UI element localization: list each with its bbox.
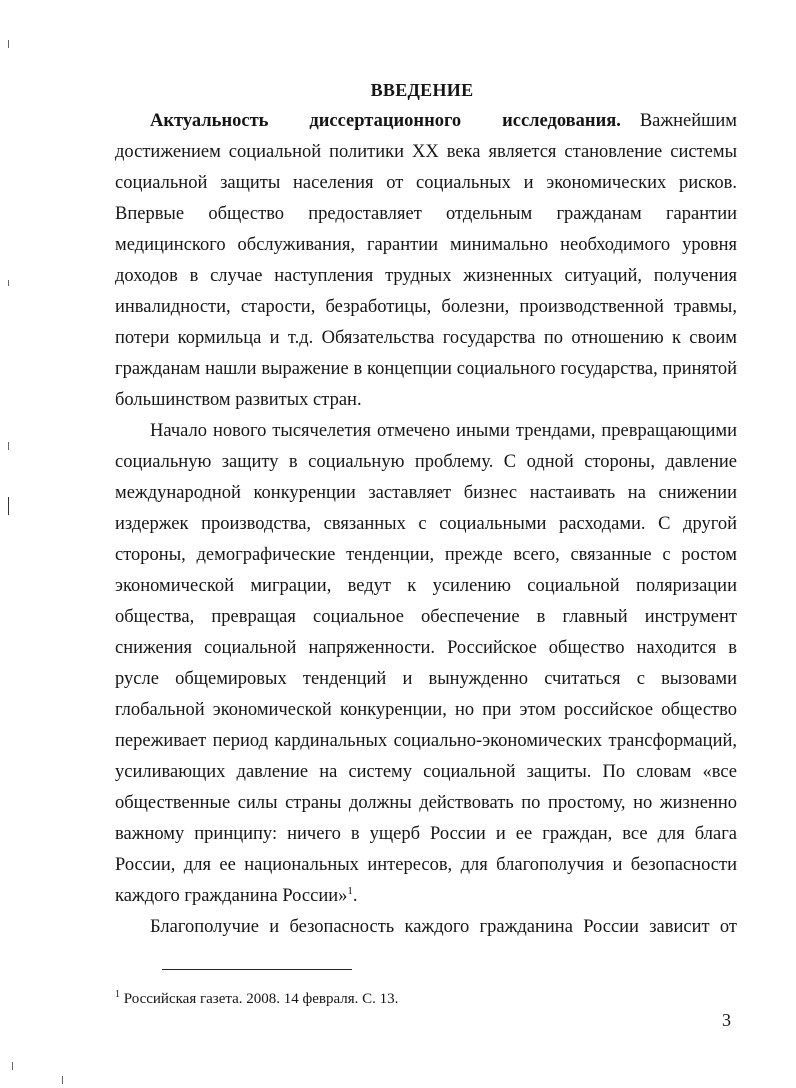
paragraph-trends xyxy=(115,416,737,912)
scan-artifact-mark xyxy=(12,1062,13,1070)
paragraph-lead-bold: Актуальность диссертационного исследования. xyxy=(150,111,621,131)
paragraph-end: . xyxy=(352,886,358,906)
scan-artifact-mark xyxy=(8,280,9,286)
footnote-marker: 1 xyxy=(115,989,120,1000)
scan-artifact-mark xyxy=(8,497,9,515)
paragraph-relevance xyxy=(115,106,737,416)
scan-artifact-mark xyxy=(62,1076,63,1084)
footnote-separator xyxy=(162,969,352,970)
footnote-text: Российская газета. 2008. 14 февраля. С. 13. xyxy=(123,991,399,1007)
paragraph-body: Важнейшим достижением социальной политики XX века является становление системы социальной защиты населения от социальных и экономических рисков. Впервые общество предоставляет отдельным гражданам гарантии медицинского обслуживания, гарантии минимально необходимого уровня доходов в случае наступления трудных жизненных ситуаций, получения инвалидности, старости, безработицы, болезни, производственной травмы, потери кормильца и т.д. Обязательства государства по отношению к своим гражданам нашли выражение в концепции социального государства, принятой большинством развитых стран. xyxy=(115,111,738,410)
footnote xyxy=(115,989,398,1009)
scan-artifact-mark xyxy=(8,40,9,48)
footnote-reference[interactable]: 1 xyxy=(347,884,353,897)
paragraph-body: Начало нового тысячелетия отмечено иными трендами, превращающими социальную защиту в социальную проблему. С одной стороны, давление международной конкуренции заставляет бизнес настаивать на снижении издержек производства, связанных с социальными расходами. С другой стороны, демографические тенденции, прежде всего, связанные с ростом экономической миграции, ведут к усилению социальной поляризации общества, превращая социальное обеспечение в главный инструмент снижения социальной напряженности. Российское общество находится в русле общемировых тенденций и вынужденно считаться с вызовами глобальной экономической конкуренции, но при этом российское общество переживает период кардинальных социально-экономических трансформаций, усиливающих давление на систему социальной защиты. По словам «все общественные силы страны должны действовать по простому, но жизненно важному принципу: ничего в ущерб России и ее граждан, все для блага России, для ее национальных интересов, для благополучия и безопасности каждого гражданина России» xyxy=(115,421,737,906)
scan-artifact-mark xyxy=(8,442,9,450)
page-number: 3 xyxy=(722,1010,731,1030)
paragraph-continued xyxy=(115,912,737,943)
section-heading: ВВЕДЕНИЕ xyxy=(370,80,474,100)
paragraph-body: Благополучие и безопасность каждого гражданина России зависит от xyxy=(150,917,737,937)
